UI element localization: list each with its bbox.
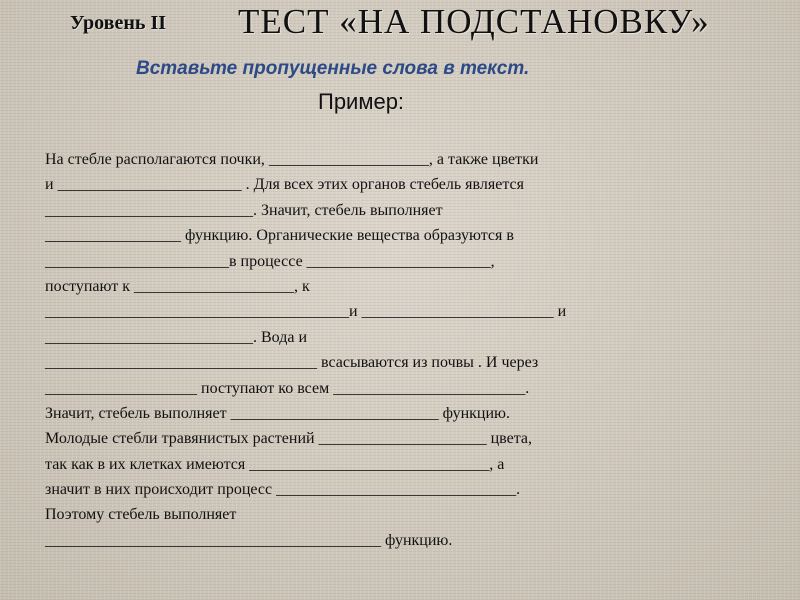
text-line: так как в их клетках имеются ______________________________, а [45,455,505,473]
text-line: Поэтому стебель выполняет [45,506,237,524]
text-line: поступают к ____________________, к [45,277,310,295]
exercise-text [45,147,745,553]
header [0,0,800,60]
text-line: __________________________________ всасываются из почвы . И через [45,354,539,372]
text-line: ______________________________________и ________________________ и [45,303,567,321]
test-title: ТЕСТ «НА ПОДСТАНОВКУ» [238,2,710,41]
instruction-text: Вставьте пропущенные слова в текст. [136,58,530,79]
text-line: и _______________________ . Для всех этих органов стебель является [45,176,524,194]
text-line: __________________________________________ функцию. [45,531,453,549]
example-label: Пример: [318,89,405,114]
level-label: Уровень II [70,12,167,34]
text-line: Молодые стебли травянистых растений _____________________ цвета, [45,430,532,448]
text-line: _______________________в процессе _______________________, [45,252,495,270]
text-line: На стебле располагаются почки, ____________________, а также цветки [45,151,539,168]
text-line: _________________ функцию. Органические вещества образуются в [45,227,514,245]
text-line: Значит, стебель выполняет __________________________ функцию. [45,404,510,422]
text-line: значит в них происходит процесс ______________________________. [45,481,521,499]
text-line: __________________________. Значит, стебель выполняет [45,201,443,219]
text-line: ___________________ поступают ко всем ________________________. [45,379,530,397]
text-line: __________________________. Вода и [45,328,308,346]
